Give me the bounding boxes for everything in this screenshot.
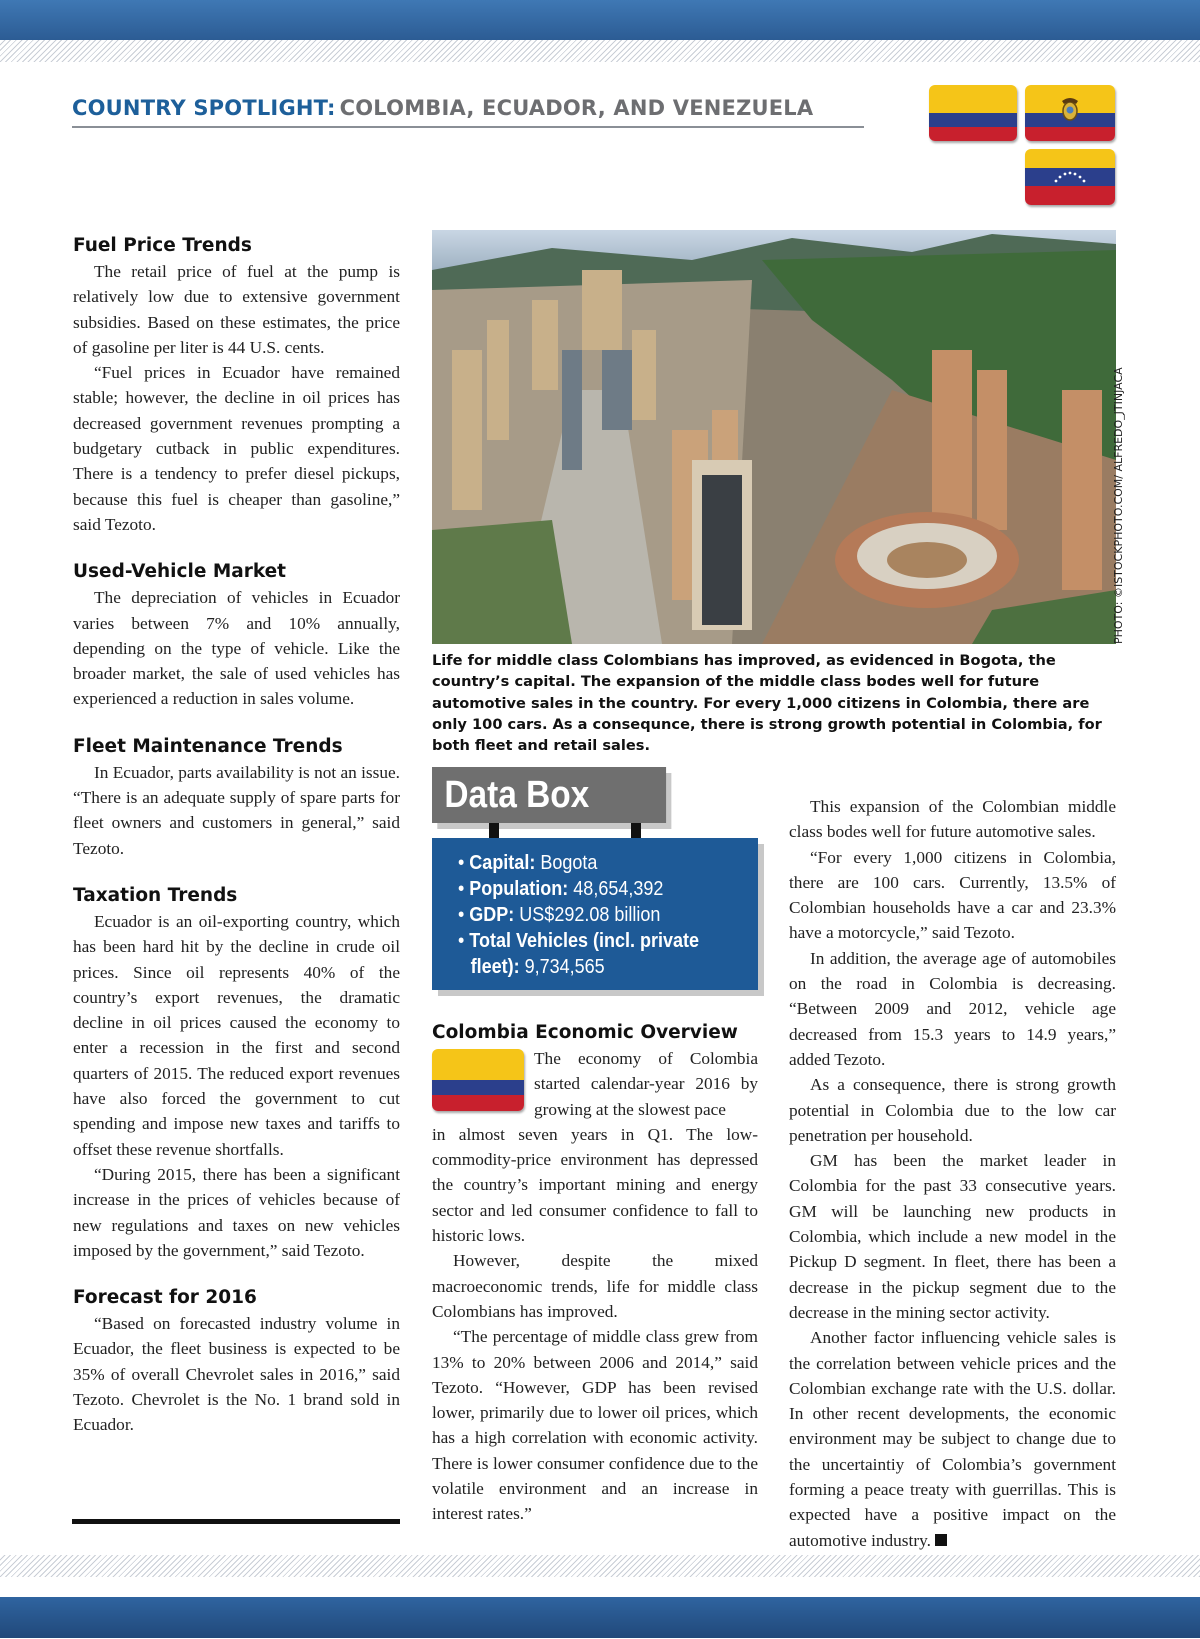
fleet-maintenance-paragraph: In Ecuador, parts availability is not an issue. “There is an adequate supply of spare parts for fleet owners and customers in general,” said Tezoto. — [73, 762, 400, 858]
section-header — [72, 96, 864, 128]
forecast-paragraph: “Based on forecasted industry volume in Ecuador, the fleet business is expected to be 35% of overall Chevrolet sales in 2016,” said Tezoto. Chevrolet is the No. 1 brand sold in Ecuador. — [73, 1314, 400, 1435]
colombia-overview-heading: Colombia Economic Overview — [432, 1022, 738, 1043]
databox-capital-label: Capital: — [469, 852, 536, 874]
photo-credit: PHOTO: ©ISTOCKPHOTO.COM/ ALFREDO_JTINJACA — [1112, 367, 1125, 644]
colombia-overview-paragraph-1-rest: in almost seven years in Q1. The low-commodity-price environment has depressed the country’s important mining and energy sector and led consumer confidence to fall to historic lows. — [432, 1124, 758, 1246]
databox-post-left — [489, 823, 499, 839]
left-column — [73, 233, 400, 1438]
photo-caption: Life for middle class Colombians has improved, as evidenced in Bogota, the country’s capital. The expansion of the middle class bodes well for future automotive sales in the country. For every 1,000 citizens in Colombia, there are only 100 cars. As a consequnce, there is strong growth potential in Colombia, for both fleet and retail sales. — [432, 652, 1102, 755]
right-paragraph-3: In addition, the average age of automobiles on the road in Colombia is decreasing. “Between 2009 and 2012, vehicle age decreased from 15.3 years to 14.9 years,” added Tezoto. — [789, 948, 1116, 1069]
used-vehicle-heading: Used-Vehicle Market — [73, 561, 287, 583]
databox-vehicles-label-1: Total Vehicles (incl. private — [469, 930, 700, 952]
databox-population-value: 48,654,392 — [568, 878, 664, 900]
right-paragraph-1: This expansion of the Colombian middle class bodes well for future automotive sales. — [789, 797, 1116, 842]
databox-gdp-value: US$292.08 billion — [514, 904, 661, 926]
databox-population-row: • Population: 48,654,392 — [458, 878, 664, 900]
top-color-band — [0, 0, 1200, 40]
databox-panel — [432, 838, 758, 990]
databox-title: Data Box — [432, 767, 666, 823]
top-hatch-band — [0, 40, 1200, 62]
databox-vehicles-label-2: fleet): — [470, 956, 520, 978]
bogota-city-photo — [432, 230, 1116, 644]
venezuela-flag-icon — [1025, 149, 1115, 205]
databox-population-label: Population: — [469, 878, 569, 900]
taxation-paragraph-1: Ecuador is an oil-exporting country, which has been hard hit by the decline in crude oil prices. Since oil represents 40% of the country’s export revenues, the dramatic decline in oil prices caused the economy to enter a recession in the first and second quarters of 2015. The reduced export revenues have also forced the government to cut spending and impose new taxes and tariffs to offset these revenue shortfalls. — [73, 911, 400, 1159]
forecast-heading: Forecast for 2016 — [73, 1287, 257, 1309]
taxation-paragraph-2: “During 2015, there has been a significant increase in the prices of vehicles because of new regulations and taxes on new vehicles imposed by the government,” said Tezoto. — [73, 1164, 400, 1260]
databox-gdp-label: GDP: — [469, 904, 515, 926]
ecuador-flag-icon — [1025, 85, 1115, 141]
right-paragraph-5: GM has been the market leader in Colombia for the past 33 consecutive years. GM will be launching new products in Colombia, which include a new model in the Pickup D segment. In fleet, there has been a decrease in the pickup segment due to the decrease in the mining sector activity. — [789, 1151, 1116, 1322]
right-paragraph-4: As a consequence, there is strong growth potential in Colombia due to the low car penetration per household. — [789, 1075, 1116, 1145]
header-countries: COLOMBIA, ECUADOR, AND VENEZUELA — [339, 96, 814, 120]
colombia-overview-paragraph-3: “The percentage of middle class grew from 13% to 20% between 2006 and 2014,” said Tezoto. “However, GDP has been revised lower, primarily due to lower oil prices, which has a high correlation with economic activity. There is lower consumer confidence due to the volatile environment and an increase in interest rates.” — [432, 1327, 758, 1524]
fuel-price-paragraph-2: “Fuel prices in Ecuador have remained stable; however, the decline in oil prices has decreased government revenues prompting a budgetary cutback in public expenditures. There is a tendency to prefer diesel pickups, because this fuel is cheaper than gasoline,” said Tezoto. — [73, 363, 400, 534]
right-paragraph-6-text: Another factor influencing vehicle sales is the correlation between vehicle prices and the Colombian exchange rate with the U.S. dollar. In other recent developments, the economic environment may be subject to change due to the uncertaintiy of Colombia’s government forming a peace treaty with guerrillas. This is expected have a positive impact on the automotive industry. — [789, 1328, 1116, 1550]
databox-post-right — [631, 823, 641, 839]
databox-vehicles-value: 9,734,565 — [519, 956, 605, 978]
databox-capital-row: • Capital: Bogota — [458, 852, 598, 874]
bottom-color-band — [0, 1597, 1200, 1638]
end-mark-icon — [935, 1534, 947, 1546]
colombia-inline-flag-icon — [432, 1049, 524, 1111]
databox-gdp-row: • GDP: US$292.08 billion — [458, 904, 661, 926]
right-column — [789, 794, 1116, 1553]
right-paragraph-2: “For every 1,000 citizens in Colombia, there are 100 cars. Currently, 13.5% of Colombian households have a car and 23.3% have a motorcycle,” said Tezoto. — [789, 847, 1116, 943]
databox-vehicles-row: • Total Vehicles (incl. private — [458, 930, 700, 952]
databox-vehicles-row-2 — [458, 954, 719, 980]
column-end-rule — [72, 1519, 400, 1524]
colombia-flag-icon — [929, 85, 1017, 141]
colombia-overview-paragraph-2: However, despite the mixed macroeconomic trends, life for middle class Colombians has improved. — [432, 1251, 758, 1321]
fuel-price-heading: Fuel Price Trends — [73, 235, 252, 256]
used-vehicle-paragraph: The depreciation of vehicles in Ecuador varies between 7% and 10% annually, depending on the type of vehicle. Like the broader market, the sale of used vehicles has experienced a reduction in sales volume. — [73, 588, 400, 709]
header-label: COUNTRY SPOTLIGHT: — [72, 96, 336, 120]
fleet-maintenance-heading: Fleet Maintenance Trends — [73, 735, 343, 757]
middle-column — [432, 1020, 758, 1527]
databox-capital-value: Bogota — [535, 852, 598, 874]
colombia-overview-paragraph-1-lead: The economy of Colombia started calendar-year 2016 by growing at the slowest pace — [534, 1049, 758, 1119]
fuel-price-paragraph-1: The retail price of fuel at the pump is relatively low due to extensive government subsidies. Based on these estimates, the price of gasoline per liter is 44 U.S. cents. — [73, 262, 400, 357]
bottom-hatch-band — [0, 1555, 1200, 1577]
right-paragraph-6 — [789, 1325, 1116, 1553]
taxation-heading: Taxation Trends — [73, 884, 238, 906]
